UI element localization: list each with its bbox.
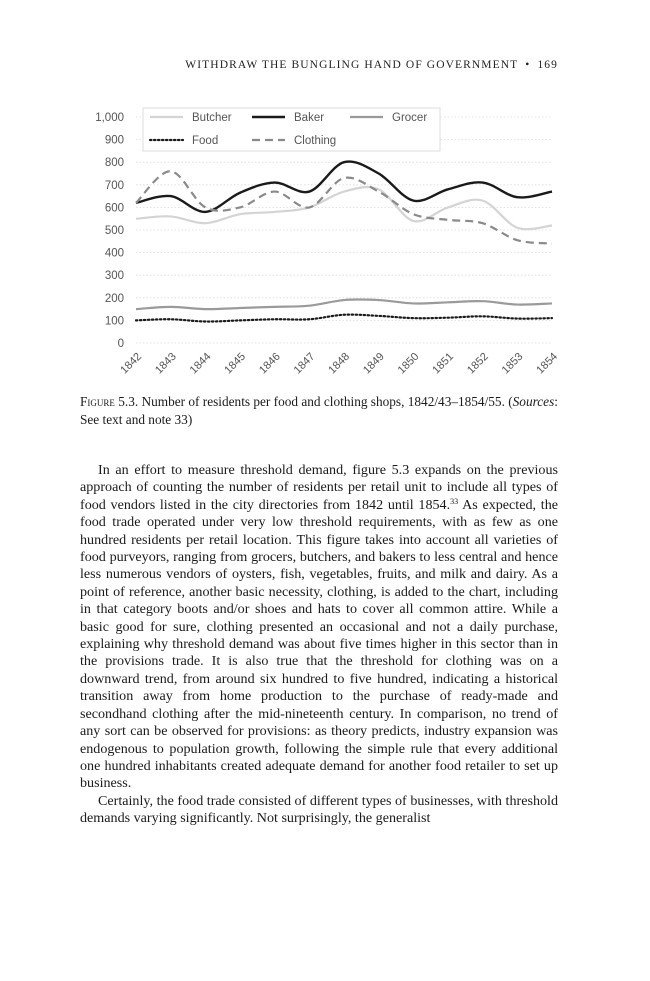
x-tick-label: 1853: [499, 350, 526, 377]
paragraph-1-part-a: In an effort to measure threshold demand, figure 5.3 expands on the previous approach of counting the number of residents per retail unit to include all types of food vendors listed in the city directories from 1842 until 1854.: [80, 462, 558, 513]
series-line-grocer: [136, 299, 552, 309]
body-text: [80, 462, 558, 828]
legend-label-baker: Baker: [294, 112, 325, 124]
caption-sources-label: Sources: [512, 394, 555, 409]
legend-label-butcher: Butcher: [192, 112, 232, 124]
x-tick-label: 1849: [360, 350, 387, 377]
y-tick-label: 100: [104, 315, 124, 328]
y-tick-label: 900: [104, 134, 124, 147]
note-reference: 33: [450, 496, 459, 506]
caption-text: Number of residents per food and clothing shops, 1842/43–1854/55. (: [138, 394, 513, 409]
paragraph-1-part-b: As expected, the food trade operated under very low threshold requirements, with as few as one hundred residents per retail location. This figure takes into account all varieties of food purveyors, ranging from grocers, butchers, and bakers to less central and hence less numerous vendors of oysters, fish, vegetables, fruits, and milk and dairy. As a point of reference, another basic necessity, clothing, is added to the chart, including in that category boots and/or shoes and hats to cover all common attire. While a basic good for sure, clothing presented an occasional and not a daily purchase, explaining why threshold demand was about five times higher in this sector than in the provisions trade. It is also true that the threshold for clothing was on a downward trend, from around six hundred to five hundred, indicating a historical transition away from home production to the purchase of ready-made and secondhand clothing after the mid-nineteenth century. In comparison, no trend of any sort can be observed for provisions: as theory predicts, industry expansion was endogenous to population growth, following the simple rule that every additional one hundred inhabitants created adequate demand for another food retailer to set up business.: [80, 496, 558, 792]
y-tick-label: 200: [104, 292, 124, 305]
page-number: 169: [537, 59, 558, 71]
series-line-butcher: [136, 187, 552, 229]
y-tick-label: 700: [104, 179, 124, 192]
legend-label-food: Food: [192, 135, 219, 147]
y-tick-label: 0: [117, 338, 124, 350]
x-tick-label: 1846: [256, 350, 283, 377]
legend-label-clothing: Clothing: [294, 135, 337, 147]
x-tick-label: 1851: [430, 350, 457, 377]
y-tick-label: 400: [104, 247, 124, 260]
caption-sources-text: : See text and note 33): [80, 394, 558, 427]
y-tick-label: 300: [104, 270, 124, 283]
x-tick-label: 1852: [464, 350, 491, 377]
y-axis-ticks: [95, 112, 124, 350]
x-tick-label: 1845: [222, 350, 249, 377]
y-tick-label: 500: [104, 225, 124, 237]
running-head: [80, 59, 558, 71]
chart-legend: [143, 108, 440, 151]
figure-caption: [80, 393, 558, 429]
x-tick-label: 1842: [118, 350, 145, 377]
paragraph-2: Certainly, the food trade consisted of different types of businesses, with threshold demands varying significantly. Not surprisingly, the generalist: [80, 792, 558, 827]
x-tick-label: 1850: [395, 350, 422, 377]
paragraph-1: [80, 462, 558, 793]
x-tick-label: 1848: [326, 350, 353, 377]
x-tick-label: 1854: [534, 350, 560, 377]
x-tick-label: 1847: [291, 350, 318, 377]
x-tick-label: 1843: [152, 350, 179, 377]
figure-label: Figure 5.3.: [80, 394, 139, 409]
x-axis-ticks: [118, 351, 560, 377]
y-tick-label: 1,000: [95, 112, 124, 124]
y-tick-label: 800: [104, 157, 124, 170]
y-tick-label: 600: [104, 202, 124, 215]
running-head-separator: •: [525, 59, 531, 71]
x-tick-label: 1844: [187, 350, 214, 377]
legend-label-grocer: Grocer: [392, 112, 428, 124]
line-chart: [70, 100, 560, 390]
running-head-title: WITHDRAW THE BUNGLING HAND OF GOVERNMENT: [185, 59, 519, 71]
